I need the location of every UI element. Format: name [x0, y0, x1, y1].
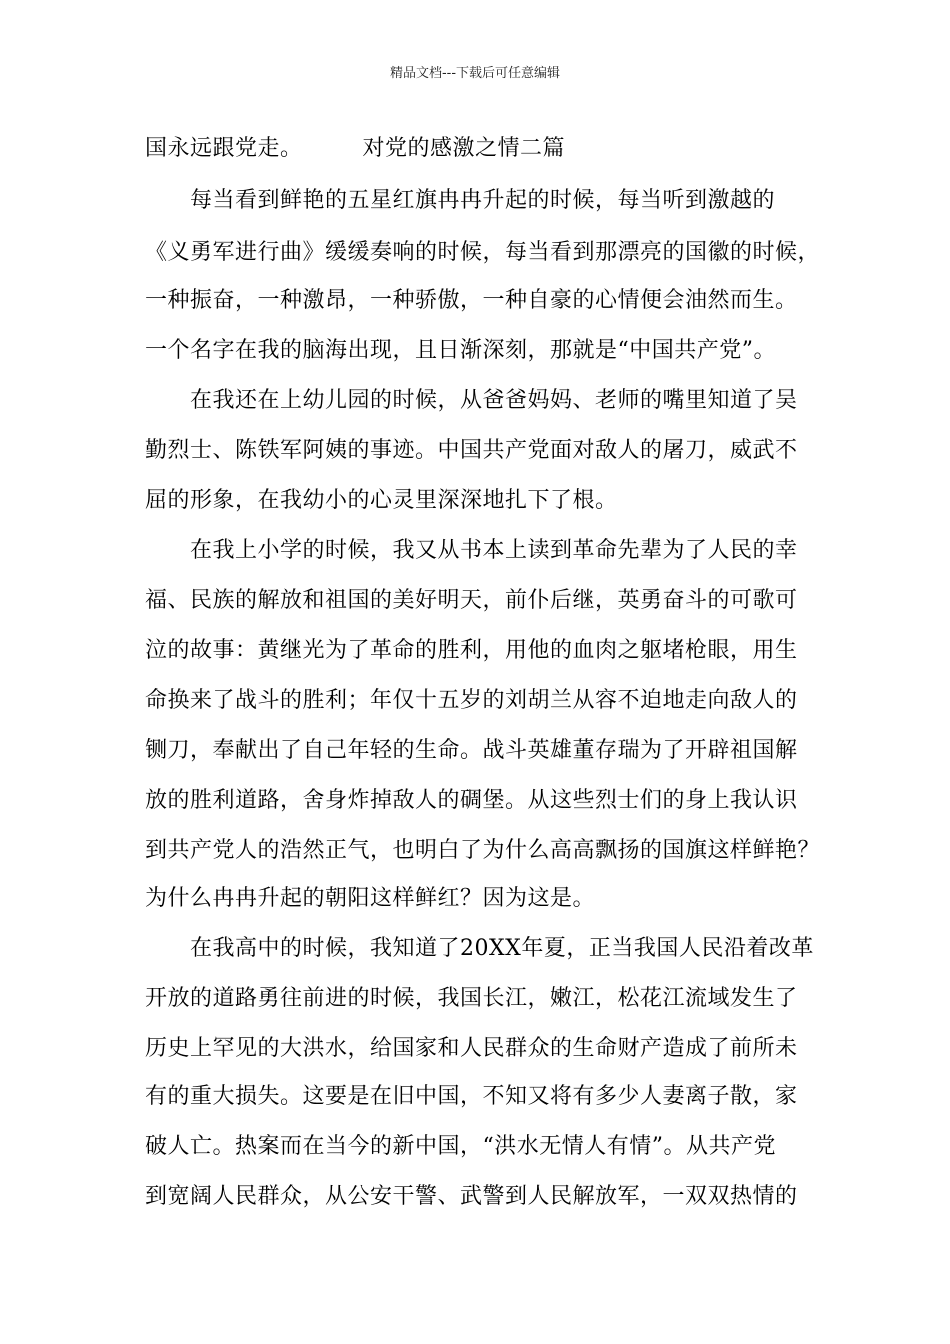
text-line: 到宽阔人民群众，从公安干警、武警到人民解放军，一双双热情的	[145, 1184, 798, 1209]
title-line	[145, 132, 845, 166]
text-line: 开放的道路勇往前进的时候，我国长江，嫩江，松花江流域发生了	[145, 986, 798, 1011]
text-line: 为什么冉冉升起的朝阳这样鲜红？因为这是。	[145, 886, 596, 911]
text-line: 每当看到鲜艳的五星红旗冉冉升起的时候，每当听到激越的	[190, 188, 776, 213]
text-line: 一种振奋，一种激昂，一种骄傲，一种自豪的心情便会油然而生。	[145, 288, 798, 313]
text-line: 勤烈士、陈铁军阿姨的事迹。中国共产党面对敌人的屠刀，威武不	[145, 438, 798, 463]
closing-sentence: 国永远跟党走。	[145, 136, 303, 161]
text-line: 一个名字在我的脑海出现，且日渐深刻，那就是“中国共产党”。	[145, 338, 776, 363]
text-line: 铡刀，奉献出了自己年轻的生命。战斗英雄董存瑞为了开辟祖国解	[145, 738, 798, 763]
article-title: 对党的感激之情二篇	[362, 136, 566, 161]
text-line: 有的重大损失。这要是在旧中国，不知又将有多少人妻离子散，家	[145, 1084, 798, 1109]
text-line: 福、民族的解放和祖国的美好明天，前仆后继，英勇奋斗的可歌可	[145, 588, 798, 613]
text-line: 在我上小学的时候，我又从书本上读到革命先辈为了人民的幸	[190, 538, 798, 563]
text-line: 在我高中的时候，我知道了20XX年夏，正当我国人民沿着改革	[190, 936, 814, 961]
text-line: 命换来了战斗的胜利；年仅十五岁的刘胡兰从容不迫地走向敌人的	[145, 688, 798, 713]
text-line: 破人亡。热案而在当今的新中国，“洪水无情人有情”。从共产党	[145, 1134, 776, 1159]
text-line: 放的胜利道路，舍身炸掉敌人的碉堡。从这些烈士们的身上我认识	[145, 788, 798, 813]
text-line: 历史上罕见的大洪水，给国家和人民群众的生命财产造成了前所未	[145, 1036, 798, 1061]
page-header: 精品文档---下载后可任意编辑	[389, 66, 561, 81]
text-line: 到共产党人的浩然正气，也明白了为什么高高飘扬的国旗这样鲜艳？	[145, 838, 821, 863]
text-line: 屈的形象，在我幼小的心灵里深深地扎下了根。	[145, 488, 618, 513]
text-line: 泣的故事：黄继光为了革命的胜利，用他的血肉之躯堵枪眼，用生	[145, 638, 798, 663]
text-line: 在我还在上幼儿园的时候，从爸爸妈妈、老师的嘴里知道了吴	[190, 388, 798, 413]
text-line: 《义勇军进行曲》缓缓奏响的时候，每当看到那漂亮的国徽的时候，	[145, 240, 821, 265]
